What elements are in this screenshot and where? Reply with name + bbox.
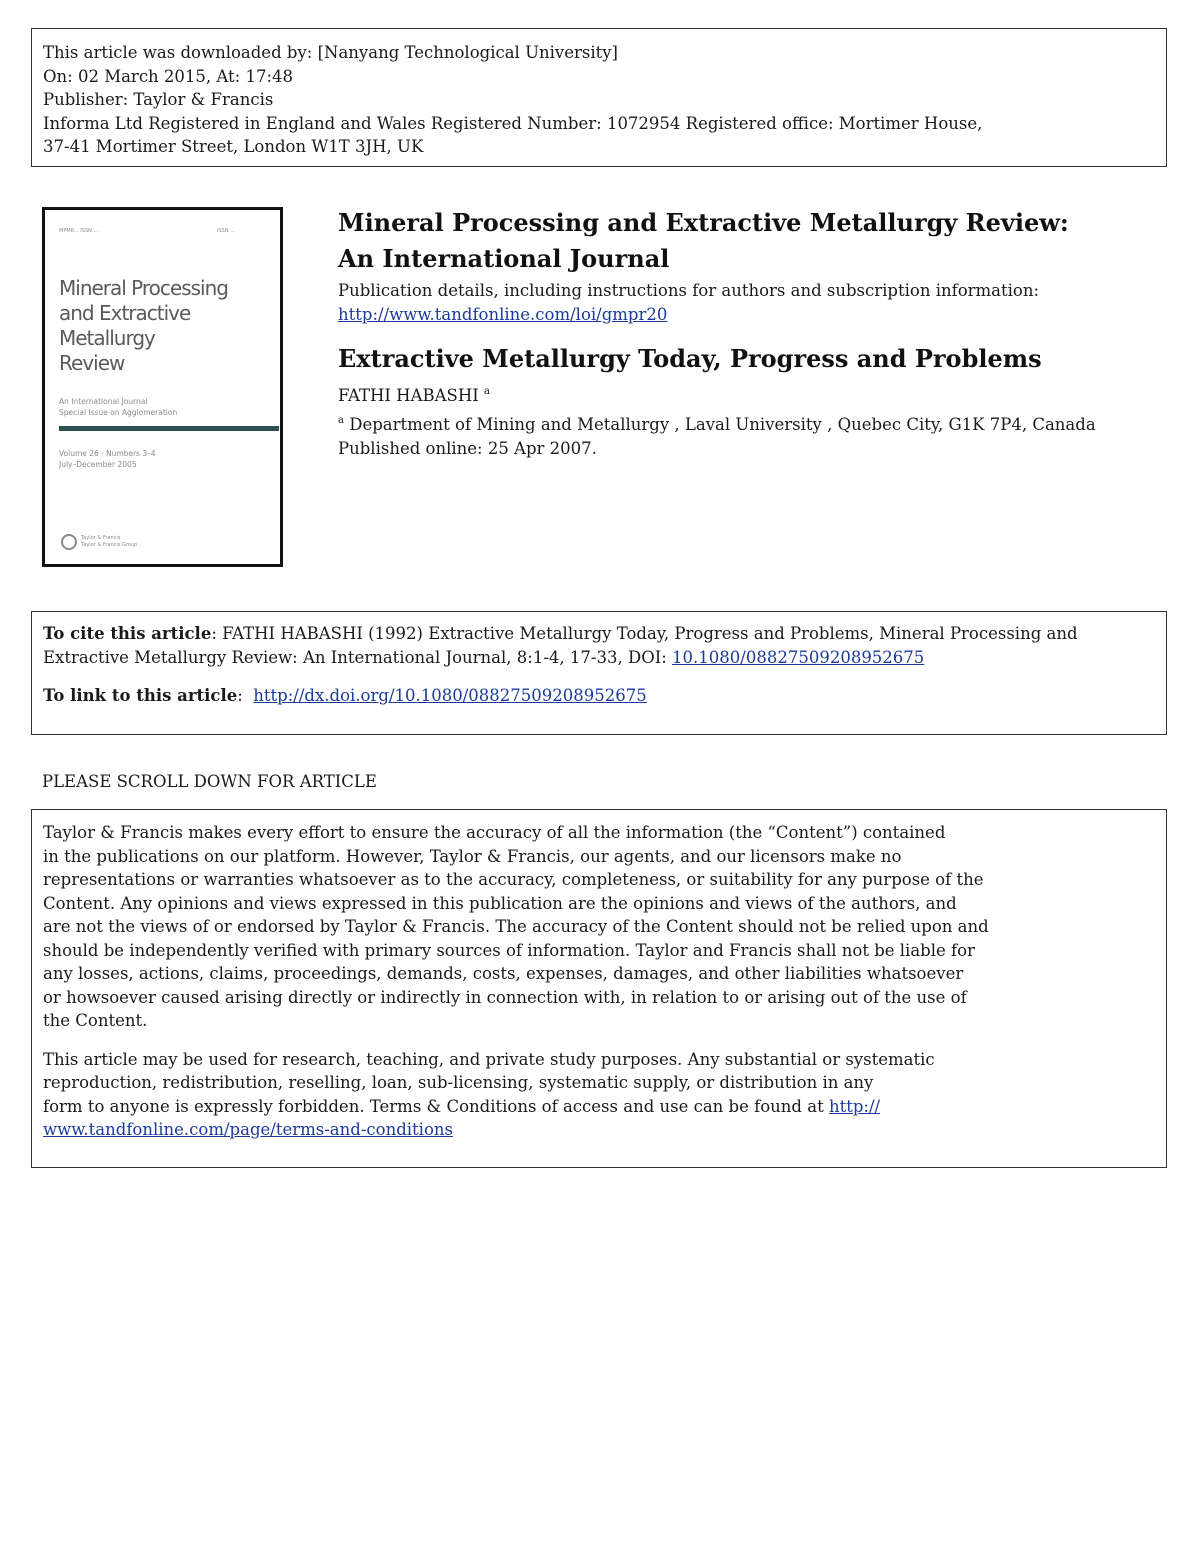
link-line [43, 684, 1155, 708]
author-name: FATHI HABASHI [338, 386, 479, 405]
publisher-line: Publisher: Taylor & Francis [43, 90, 274, 109]
disclaimer-p1-line: Content. Any opinions and views expressed in this publication are the opinions and views of the authors, and [43, 893, 957, 913]
disclaimer-p1-line: Taylor & Francis makes every effort to ensure the accuracy of all the information (the “Content”) contained [43, 823, 946, 842]
article-doi-url-link[interactable]: http://dx.doi.org/10.1080/08827509208952675 [253, 686, 647, 705]
cover-subtitle: An International Journal Special Issue on Agglomeration [59, 397, 178, 417]
cover-volume-info: Volume 26 · Numbers 3–4 July–December 2005 [59, 449, 156, 469]
terms-link[interactable]: http:// [828, 1096, 881, 1116]
cite-text-2: Extractive Metallurgy Review: An International Journal, 8:1-4, 17-33, DOI: [43, 647, 673, 667]
cover-issn-left: MPMR... ISSN ... [59, 228, 99, 234]
disclaimer-paragraph-1 [43, 821, 1155, 1033]
citation-box [31, 611, 1167, 735]
disclaimer-p1-line: are not the views of or endorsed by Taylor & Francis. The accuracy of the Content should not be relied upon and [43, 917, 989, 936]
disclaimer-p1-line: should be independently verified with primary sources of information. Taylor and Francis shall not be liable for [43, 940, 975, 960]
disclaimer-paragraph-2 [43, 1048, 1155, 1142]
author [338, 384, 490, 408]
terms-link-continued[interactable]: www.tandfonline.com/page/terms-and-conditions [43, 1120, 453, 1139]
article-title: Extractive Metallurgy Today, Progress and Problems [338, 344, 1042, 373]
publication-details [338, 279, 1039, 326]
affiliation [338, 413, 1096, 437]
link-label: To link to this article [43, 686, 238, 705]
journal-title: Mineral Processing and Extractive Metallurgy Review: An International Journal [338, 208, 1069, 273]
disclaimer-box [31, 809, 1167, 1168]
affiliation-marker: a [338, 415, 344, 426]
affiliation-text: Department of Mining and Metallurgy , Laval University , Quebec City, G1K 7P4, Canada [349, 415, 1096, 434]
disclaimer-p2-line: This article may be used for research, teaching, and private study purposes. Any substantial or systematic [43, 1049, 935, 1069]
disclaimer-p2-line [43, 1118, 1155, 1142]
link-separator: : [237, 686, 254, 705]
cite-label: To cite this article [43, 624, 212, 643]
address-line: 37-41 Mortimer Street, London W1T 3JH, UK [43, 137, 424, 156]
cover-issn-right: ISSN ... [217, 228, 235, 234]
disclaimer-p1-line: in the publications on our platform. However, Taylor & Francis, our agents, and our licensors make no [43, 846, 902, 866]
cite-text: : FATHI HABASHI (1992) Extractive Metallurgy Today, Progress and Problems, Mineral Processing and [211, 624, 1078, 643]
disclaimer-p1-line: any losses, actions, claims, proceedings, demands, costs, expenses, damages, and other liabilities whatsoever [43, 964, 964, 983]
citation-line [43, 622, 1155, 646]
disclaimer-p1-line: or howsoever caused arising directly or indirectly in connection with, in relation to or arising out of the use of [43, 987, 967, 1007]
disclaimer-p2-line: reproduction, redistribution, reselling, loan, sub-licensing, systematic supply, or distribution in any [43, 1073, 874, 1092]
registered-office-line: Informa Ltd Registered in England and Wales Registered Number: 1072954 Registered office: Mortimer House, [43, 113, 983, 133]
publication-details-text: Publication details, including instructions for authors and subscription information: [338, 281, 1040, 300]
published-online: Published online: 25 Apr 2007. [338, 439, 597, 458]
download-date: On: 02 March 2015, At: 17:48 [43, 66, 294, 86]
citation-line-2 [43, 646, 1155, 670]
cover-publisher-text: Taylor & Francis Taylor & Francis Group [81, 535, 138, 548]
scroll-down-note: PLEASE SCROLL DOWN FOR ARTICLE [42, 772, 377, 791]
journal-url-link[interactable]: http://www.tandfonline.com/loi/gmpr20 [338, 304, 668, 324]
disclaimer-p1-line: the Content. [43, 1011, 148, 1030]
cover-title: Mineral Processing and Extractive Metallurgy Review [59, 276, 228, 375]
download-info-box [31, 28, 1167, 167]
cover-divider-bar [59, 426, 279, 431]
journal-cover-image [42, 207, 283, 567]
publisher-logo-icon [61, 534, 77, 550]
disclaimer-p1-line: representations or warranties whatsoever as to the accuracy, completeness, or suitability for any purpose of the [43, 870, 984, 889]
disclaimer-p2-line: form to anyone is expressly forbidden. Terms & Conditions of access and use can be found at http:// [43, 1096, 881, 1116]
author-affiliation-marker: a [484, 386, 490, 397]
doi-link[interactable]: 10.1080/08827509208952675 [672, 647, 925, 667]
download-line: This article was downloaded by: [Nanyang Technological University] [43, 43, 618, 62]
